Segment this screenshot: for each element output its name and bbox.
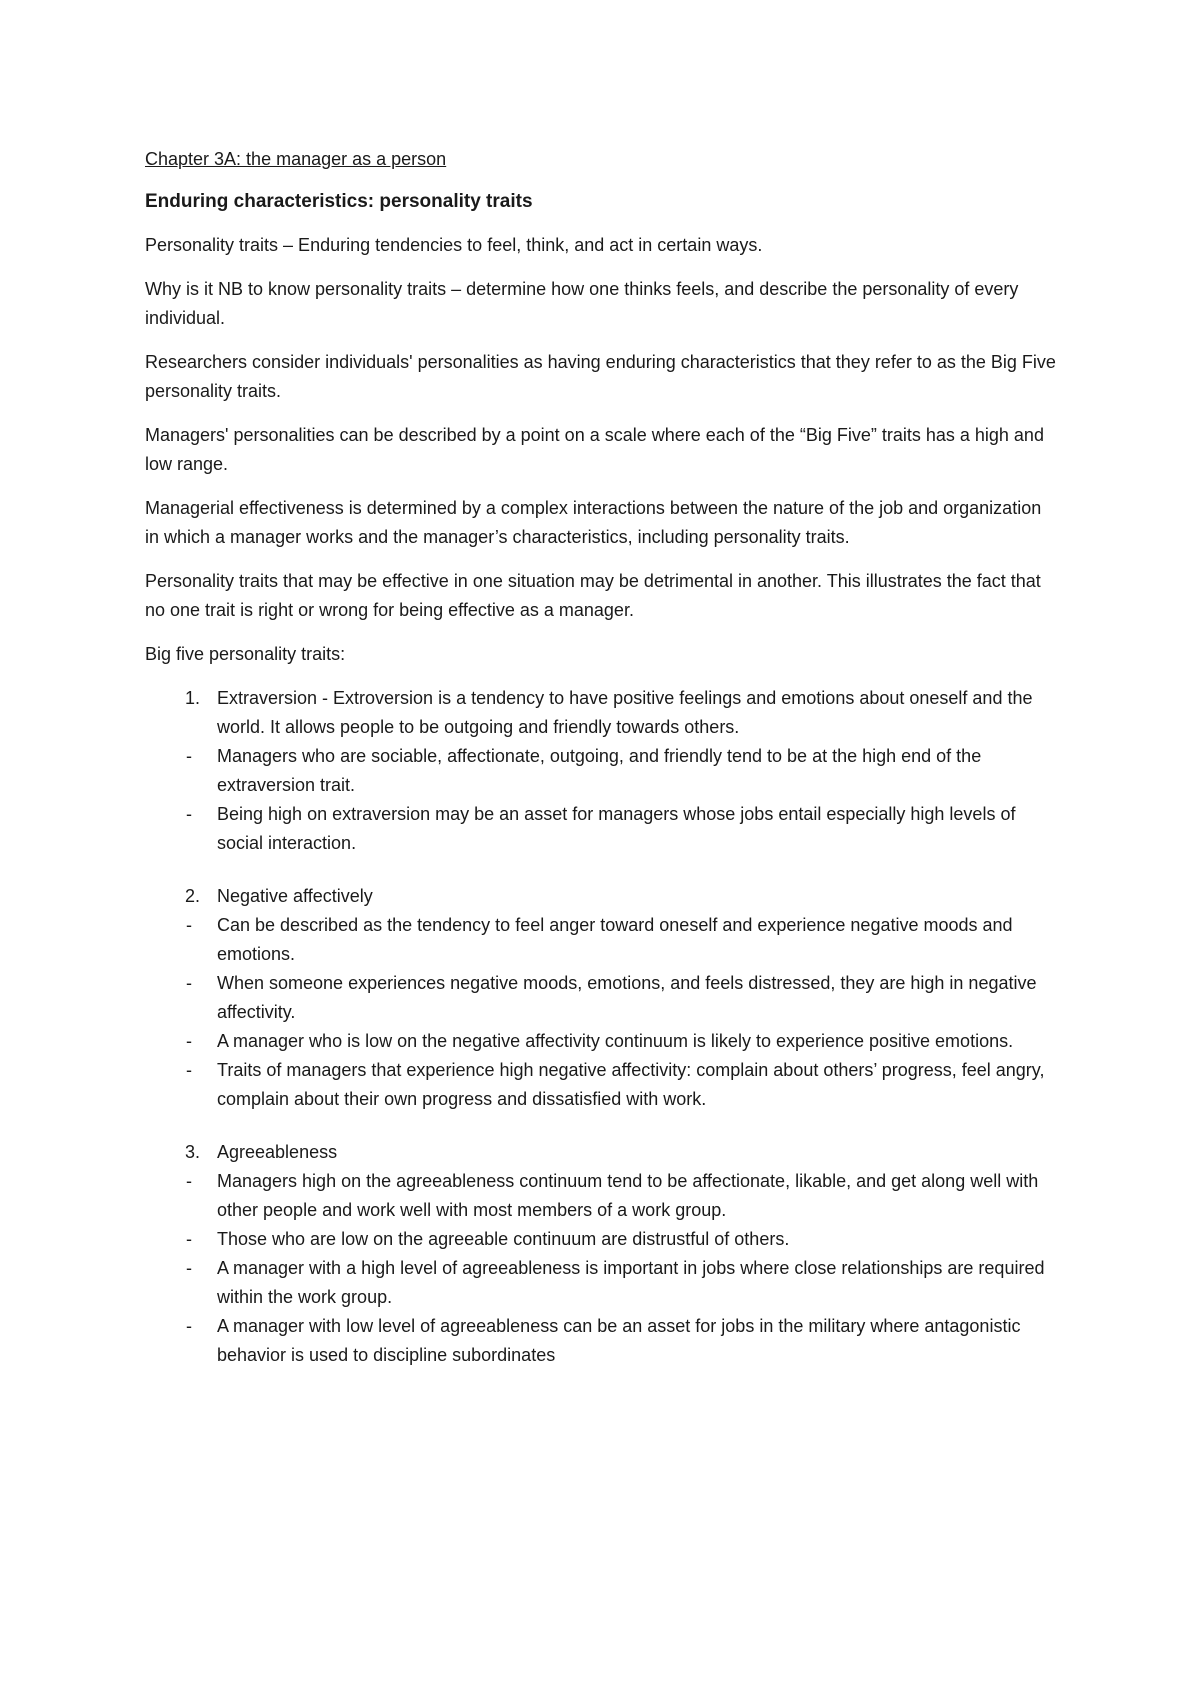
bullet-marker: -: [186, 1171, 192, 1191]
bullet-item: [145, 1254, 1060, 1312]
bullet-text: When someone experiences negative moods, emotions, and feels distressed, they are high in negative affectivity.: [217, 973, 1037, 1022]
list-number: 3.: [185, 1142, 201, 1162]
bullet-text: A manager who is low on the negative affectivity continuum is likely to experience positive emotions.: [217, 1031, 1014, 1051]
bullet-text: Can be described as the tendency to feel anger toward oneself and experience negative moods and emotions.: [217, 915, 1013, 964]
bullet-text: Those who are low on the agreeable continuum are distrustful of others.: [217, 1229, 790, 1249]
trait-negative-affectivity: [145, 882, 1060, 1114]
document-body: [145, 145, 1060, 1394]
bullet-marker: -: [186, 746, 192, 766]
paragraph: Managerial effectiveness is determined by a complex interactions between the nature of the job and organization in which a manager works and the manager’s characteristics, including personality traits.: [145, 498, 1042, 547]
bullet-text: A manager with a high level of agreeableness is important in jobs where close relationships are required within the work group.: [217, 1258, 1045, 1307]
bullet-marker: -: [186, 1060, 192, 1080]
bullet-marker: -: [186, 1316, 192, 1336]
bullet-marker: -: [186, 915, 192, 935]
paragraph: Managers' personalities can be described by a point on a scale where each of the “Big Five” traits has a high and low range.: [145, 425, 1044, 474]
list-item: [145, 882, 1060, 911]
trait-extraversion: [145, 684, 1060, 858]
bullet-item: [145, 800, 1060, 858]
bullet-marker: -: [186, 1229, 192, 1249]
bullet-item: [145, 1312, 1060, 1370]
section-heading: Enduring characteristics: personality traits: [145, 191, 533, 212]
trait-title: Agreeableness: [217, 1142, 338, 1162]
bullet-text: A manager with low level of agreeableness can be an asset for jobs in the military where antagonistic behavior is used to discipline subordinates: [217, 1316, 1021, 1365]
bullet-item: [145, 1167, 1060, 1225]
bullet-text: Traits of managers that experience high negative affectivity: complain about others’ progress, feel angry, complain about their own progress and dissatisfied with work.: [217, 1060, 1045, 1109]
paragraph: Big five personality traits:: [145, 644, 346, 664]
trait-agreeableness: [145, 1138, 1060, 1370]
paragraph: Researchers consider individuals' personalities as having enduring characteristics that they refer to as the Big Five personality traits.: [145, 352, 1056, 401]
trait-title: Negative affectively: [217, 886, 373, 906]
bullet-marker: -: [186, 973, 192, 993]
list-item: [145, 1138, 1060, 1167]
chapter-title: Chapter 3A: the manager as a person: [145, 149, 447, 169]
bullet-text: Being high on extraversion may be an asset for managers whose jobs entail especially high levels of social interaction.: [217, 804, 1016, 853]
bullet-item: [145, 1225, 1060, 1254]
list-number: 2.: [185, 886, 201, 906]
bullet-marker: -: [186, 1031, 192, 1051]
bullet-item: [145, 969, 1060, 1027]
list-number: 1.: [185, 688, 201, 708]
bullet-item: [145, 1056, 1060, 1114]
bullet-marker: -: [186, 804, 192, 824]
bullet-item: [145, 911, 1060, 969]
paragraph: Personality traits – Enduring tendencies to feel, think, and act in certain ways.: [145, 235, 763, 255]
paragraph: Why is it NB to know personality traits – determine how one thinks feels, and describe the personality of every individual.: [145, 279, 1019, 328]
bullet-text: Managers high on the agreeableness continuum tend to be affectionate, likable, and get along well with other people and work well with most members of a work group.: [217, 1171, 1039, 1220]
bullet-text: Managers who are sociable, affectionate, outgoing, and friendly tend to be at the high end of the extraversion trait.: [217, 746, 982, 795]
paragraph: Personality traits that may be effective in one situation may be detrimental in another. This illustrates the fact that no one trait is right or wrong for being effective as a manager.: [145, 571, 1041, 620]
bullet-item: [145, 1027, 1060, 1056]
bullet-marker: -: [186, 1258, 192, 1278]
trait-title: Extraversion - Extroversion is a tendency to have positive feelings and emotions about oneself and the world. It allows people to be outgoing and friendly towards others.: [217, 688, 1033, 737]
list-item: [145, 684, 1060, 742]
bullet-item: [145, 742, 1060, 800]
